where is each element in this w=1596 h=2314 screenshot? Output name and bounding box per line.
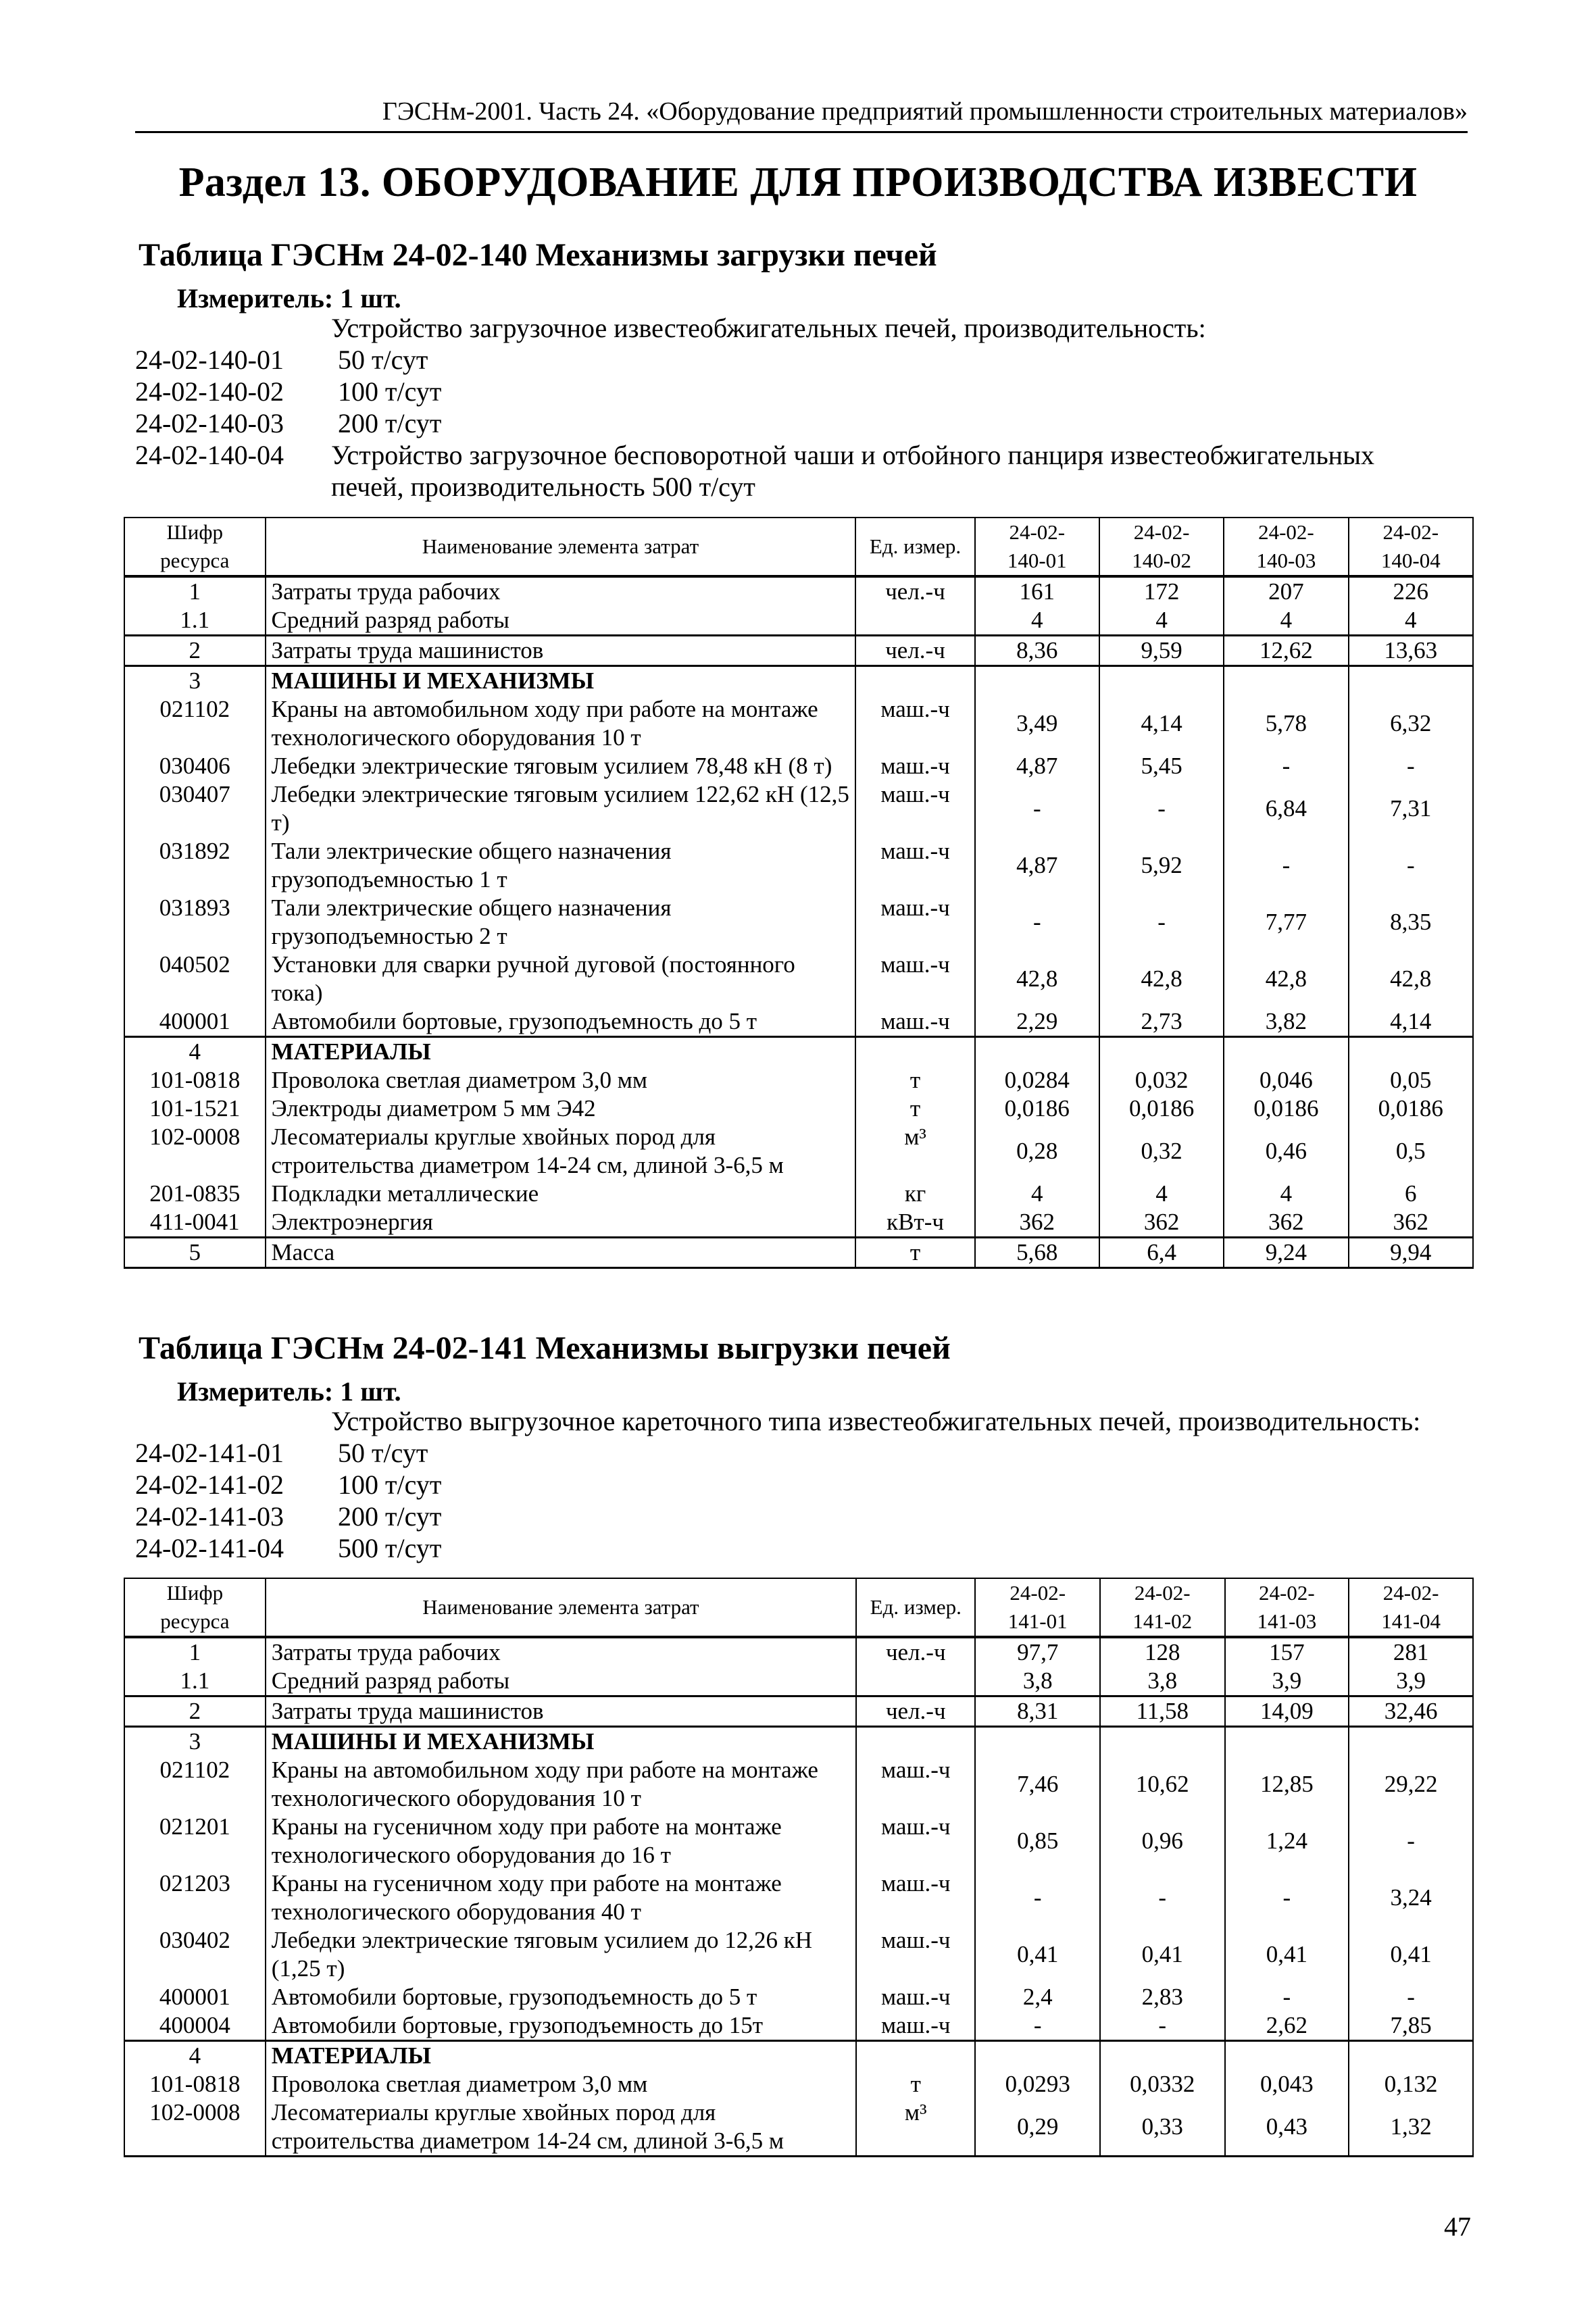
value-cell: - — [1349, 837, 1473, 894]
value-cell: 6,32 — [1349, 695, 1473, 752]
resource-code-cell: 201-0835 — [124, 1180, 266, 1208]
cost-element-name-cell: Лебедки электрические тяговым усилием 78,48 кН (8 т) — [266, 752, 856, 780]
cost-element-name-cell: Лебедки электрические тяговым усилием 122,62 кН (12,5 т) — [266, 780, 856, 837]
value-cell: 3,24 — [1349, 1869, 1473, 1926]
value-cell: 6 — [1349, 1180, 1473, 1208]
value-cell: 2,29 — [975, 1007, 1099, 1037]
value-cell — [1349, 1037, 1473, 1067]
table-row — [124, 1123, 1473, 1180]
resource-code-cell: 1 — [124, 1637, 266, 1667]
resource-code-cell: 101-1521 — [124, 1095, 266, 1123]
value-cell: 0,41 — [1225, 1926, 1349, 1983]
value-cell: - — [1099, 894, 1224, 951]
value-cell: 1,24 — [1225, 1813, 1349, 1869]
unit-cell: кВт-ч — [855, 1208, 974, 1238]
resource-code-cell: 030406 — [124, 752, 266, 780]
value-cell — [1100, 1727, 1225, 1757]
value-cell: 8,35 — [1349, 894, 1473, 951]
table-row — [124, 780, 1473, 837]
cost-element-name-cell: Затраты труда машинистов — [266, 636, 856, 666]
value-cell: 0,85 — [975, 1813, 1100, 1869]
value-cell: 3,9 — [1225, 1667, 1349, 1696]
table-row — [124, 1007, 1473, 1037]
col-header-code: Шифр ресурса — [124, 518, 266, 576]
value-cell: 4 — [1099, 606, 1224, 636]
unit-cell: т — [856, 2070, 975, 2098]
table-row — [124, 695, 1473, 752]
unit-cell — [856, 1667, 975, 1696]
resource-code-cell: 040502 — [124, 951, 266, 1007]
value-cell: 128 — [1100, 1637, 1225, 1667]
unit-cell: маш.-ч — [855, 695, 974, 752]
unit-cell — [855, 606, 974, 636]
value-cell: 4,87 — [975, 837, 1099, 894]
value-cell: 7,46 — [975, 1756, 1100, 1813]
resource-code-cell: 1.1 — [124, 606, 266, 636]
value-cell: 3,8 — [975, 1667, 1100, 1696]
group-heading-cell: МАШИНЫ И МЕХАНИЗМЫ — [266, 666, 856, 696]
value-cell: 0,0186 — [1349, 1095, 1473, 1123]
value-cell: 0,032 — [1099, 1066, 1224, 1095]
value-cell: 32,46 — [1349, 1696, 1473, 1727]
table-row — [124, 2070, 1473, 2098]
table-row — [124, 1637, 1473, 1667]
col-header-name: Наименование элемента затрат — [266, 1578, 856, 1637]
value-cell: 8,31 — [975, 1696, 1100, 1727]
resource-code-cell: 101-0818 — [124, 2070, 266, 2098]
resource-code-cell: 102-0008 — [124, 1123, 266, 1180]
col-header-c2: 24-02- 141-02 — [1100, 1578, 1225, 1637]
value-cell: 157 — [1225, 1637, 1349, 1667]
value-cell: 0,05 — [1349, 1066, 1473, 1095]
value-cell — [1099, 1037, 1224, 1067]
col-header-c3: 24-02- 141-03 — [1225, 1578, 1349, 1637]
page-number: 47 — [1444, 2211, 1471, 2242]
value-cell: 3,82 — [1224, 1007, 1348, 1037]
value-cell: 5,68 — [975, 1238, 1099, 1268]
value-cell: - — [1349, 1983, 1473, 2011]
resource-code-cell: 2 — [124, 1696, 266, 1727]
value-cell: 42,8 — [1349, 951, 1473, 1007]
intro-code: 24-02-140-01 — [135, 345, 284, 375]
intro-text: 100 т/сут — [338, 376, 442, 407]
unit-cell: маш.-ч — [856, 1869, 975, 1926]
table-row — [124, 837, 1473, 894]
value-cell: 5,78 — [1224, 695, 1348, 752]
cost-element-name-cell: Средний разряд работы — [266, 606, 856, 636]
value-cell: - — [975, 2011, 1100, 2041]
unit-cell: маш.-ч — [855, 752, 974, 780]
unit-cell: маш.-ч — [856, 1813, 975, 1869]
table-row — [124, 1926, 1473, 1983]
col-header-c1: 24-02- 140-01 — [975, 518, 1099, 576]
value-cell: 4 — [1099, 1180, 1224, 1208]
resource-code-cell: 2 — [124, 636, 266, 666]
unit-cell: маш.-ч — [855, 951, 974, 1007]
value-cell: 4,14 — [1099, 695, 1224, 752]
value-cell: - — [1100, 1869, 1225, 1926]
intro-text: 500 т/сут — [338, 1533, 442, 1563]
unit-cell: чел.-ч — [856, 1637, 975, 1667]
value-cell: 97,7 — [975, 1637, 1100, 1667]
unit-cell: чел.-ч — [855, 576, 974, 606]
intro-code: 24-02-140-04 — [135, 440, 284, 470]
cost-element-name-cell: Краны на автомобильном ходу при работе на монтаже технологического оборудования 10 т — [266, 695, 856, 752]
table-row — [124, 1983, 1473, 2011]
value-cell: 42,8 — [1099, 951, 1224, 1007]
norms-table-141 — [124, 1578, 1474, 2157]
table-row — [124, 1238, 1473, 1268]
resource-code-cell: 5 — [124, 1238, 266, 1268]
value-cell: 9,59 — [1099, 636, 1224, 666]
unit-cell: маш.-ч — [855, 894, 974, 951]
group-heading-cell: МАТЕРИАЛЫ — [266, 2041, 856, 2071]
value-cell: 0,0284 — [975, 1066, 1099, 1095]
value-cell: 7,85 — [1349, 2011, 1473, 2041]
intro-text: 200 т/сут — [338, 408, 442, 438]
value-cell: 4 — [1349, 606, 1473, 636]
value-cell: - — [1225, 1869, 1349, 1926]
value-cell: 2,4 — [975, 1983, 1100, 2011]
value-cell: 29,22 — [1349, 1756, 1473, 1813]
unit-cell: маш.-ч — [856, 1926, 975, 1983]
table-row — [124, 1869, 1473, 1926]
cost-element-name-cell: Тали электрические общего назначения грузоподъемностью 1 т — [266, 837, 856, 894]
resource-code-cell: 102-0008 — [124, 2098, 266, 2157]
cost-element-name-cell: Тали электрические общего назначения грузоподъемностью 2 т — [266, 894, 856, 951]
table-row — [124, 1066, 1473, 1095]
value-cell: - — [1349, 1813, 1473, 1869]
unit-cell: маш.-ч — [856, 1756, 975, 1813]
intro-text: 50 т/сут — [338, 345, 428, 375]
unit-cell: маш.-ч — [855, 780, 974, 837]
cost-element-name-cell: Автомобили бортовые, грузоподъемность до 5 т — [266, 1983, 856, 2011]
unit-cell — [856, 1727, 975, 1757]
intro-code: 24-02-141-04 — [135, 1533, 284, 1563]
value-cell: 0,0186 — [1224, 1095, 1348, 1123]
intro-description: Устройство выгрузочное кареточного типа известеобжигательных печей, производительность: — [331, 1406, 1421, 1436]
value-cell: 4,14 — [1349, 1007, 1473, 1037]
unit-cell: т — [855, 1095, 974, 1123]
value-cell: 0,33 — [1100, 2098, 1225, 2157]
value-cell: 226 — [1349, 576, 1473, 606]
value-cell: 161 — [975, 576, 1099, 606]
norms-table-140 — [124, 517, 1474, 1269]
table-row — [124, 636, 1473, 666]
intro-code: 24-02-140-03 — [135, 408, 284, 438]
value-cell: - — [1099, 780, 1224, 837]
value-cell — [1225, 2041, 1349, 2071]
cost-element-name-cell: Установки для сварки ручной дуговой (постоянного тока) — [266, 951, 856, 1007]
unit-cell: чел.-ч — [855, 636, 974, 666]
unit-cell: т — [855, 1066, 974, 1095]
table-row — [124, 1756, 1473, 1813]
value-cell: 362 — [1224, 1208, 1348, 1238]
intro-code: 24-02-140-02 — [135, 376, 284, 407]
value-cell: 0,0332 — [1100, 2070, 1225, 2098]
resource-code-cell: 400001 — [124, 1983, 266, 2011]
value-cell: 0,41 — [1100, 1926, 1225, 1983]
value-cell: 8,36 — [975, 636, 1099, 666]
cost-element-name-cell: Электроды диаметром 5 мм Э42 — [266, 1095, 856, 1123]
resource-code-cell: 031893 — [124, 894, 266, 951]
resource-code-cell: 031892 — [124, 837, 266, 894]
value-cell: 362 — [1099, 1208, 1224, 1238]
value-cell: 4,87 — [975, 752, 1099, 780]
cost-element-name-cell: Проволока светлая диаметром 3,0 мм — [266, 2070, 856, 2098]
intro-text: Устройство загрузочное бесповоротной чаши и отбойного панциря известеобжигательных — [331, 440, 1374, 470]
value-cell — [1100, 2041, 1225, 2071]
unit-cell: кг — [855, 1180, 974, 1208]
cost-element-name-cell: Средний разряд работы — [266, 1667, 856, 1696]
value-cell: - — [1100, 2011, 1225, 2041]
table-row — [124, 606, 1473, 636]
value-cell — [1349, 666, 1473, 696]
value-cell: 0,046 — [1224, 1066, 1348, 1095]
value-cell: - — [975, 780, 1099, 837]
group-heading-cell: МАТЕРИАЛЫ — [266, 1037, 856, 1067]
value-cell: 12,85 — [1225, 1756, 1349, 1813]
resource-code-cell: 3 — [124, 666, 266, 696]
value-cell: 0,46 — [1224, 1123, 1348, 1180]
value-cell — [975, 1037, 1099, 1067]
col-header-c2: 24-02- 140-02 — [1099, 518, 1224, 576]
resource-code-cell: 400004 — [124, 2011, 266, 2041]
table-row — [124, 2041, 1473, 2071]
table-row — [124, 1180, 1473, 1208]
cost-element-name-cell: Электроэнергия — [266, 1208, 856, 1238]
intro-140 — [135, 312, 1473, 503]
value-cell — [975, 666, 1099, 696]
running-header: ГЭСНм-2001. Часть 24. «Оборудование предприятий промышленности строительных материалов» — [135, 95, 1468, 133]
cost-element-name-cell: Автомобили бортовые, грузоподъемность до 15т — [266, 2011, 856, 2041]
table-row — [124, 576, 1473, 606]
intro-141 — [135, 1405, 1473, 1564]
group-heading-cell: МАШИНЫ И МЕХАНИЗМЫ — [266, 1727, 856, 1757]
value-cell: 7,31 — [1349, 780, 1473, 837]
col-header-unit: Ед. измер. — [856, 1578, 975, 1637]
cost-element-name-cell: Лебедки электрические тяговым усилием до 12,26 кН (1,25 т) — [266, 1926, 856, 1983]
value-cell: 4 — [1224, 1180, 1348, 1208]
value-cell: 42,8 — [1224, 951, 1348, 1007]
unit-cell — [855, 1037, 974, 1067]
value-cell: 0,32 — [1099, 1123, 1224, 1180]
cost-element-name-cell: Лесоматериалы круглые хвойных пород для строительства диаметром 14-24 см, длиной 3-6,5 м — [266, 1123, 856, 1180]
value-cell: 281 — [1349, 1637, 1473, 1667]
table-row — [124, 1813, 1473, 1869]
value-cell: 0,41 — [975, 1926, 1100, 1983]
value-cell: 0,0186 — [1099, 1095, 1224, 1123]
table-row — [124, 2098, 1473, 2157]
unit-cell — [855, 666, 974, 696]
value-cell: 9,94 — [1349, 1238, 1473, 1268]
cost-element-name-cell: Автомобили бортовые, грузоподъемность до 5 т — [266, 1007, 856, 1037]
col-header-name: Наименование элемента затрат — [266, 518, 856, 576]
intro-description: Устройство загрузочное известеобжигательных печей, производительность: — [331, 313, 1206, 343]
value-cell: 6,4 — [1099, 1238, 1224, 1268]
unit-cell: т — [855, 1238, 974, 1268]
value-cell: 4 — [1224, 606, 1348, 636]
value-cell: - — [1225, 1983, 1349, 2011]
resource-code-cell: 021102 — [124, 695, 266, 752]
resource-code-cell: 021203 — [124, 1869, 266, 1926]
value-cell: 0,043 — [1225, 2070, 1349, 2098]
value-cell: 4 — [975, 1180, 1099, 1208]
unit-label-140: Измеритель: 1 шт. — [177, 283, 401, 313]
intro-code: 24-02-141-03 — [135, 1501, 284, 1532]
value-cell — [975, 2041, 1100, 2071]
cost-element-name-cell: Затраты труда рабочих — [266, 1637, 856, 1667]
unit-cell: маш.-ч — [856, 1983, 975, 2011]
value-cell — [1349, 2041, 1473, 2071]
intro-code: 24-02-141-02 — [135, 1469, 284, 1500]
value-cell: 5,92 — [1099, 837, 1224, 894]
resource-code-cell: 400001 — [124, 1007, 266, 1037]
value-cell: - — [1224, 837, 1348, 894]
value-cell: 13,63 — [1349, 636, 1473, 666]
col-header-c4: 24-02- 140-04 — [1349, 518, 1473, 576]
value-cell: - — [975, 1869, 1100, 1926]
resource-code-cell: 030407 — [124, 780, 266, 837]
value-cell — [1224, 1037, 1348, 1067]
value-cell: 362 — [1349, 1208, 1473, 1238]
cost-element-name-cell: Масса — [266, 1238, 856, 1268]
value-cell: 10,62 — [1100, 1756, 1225, 1813]
value-cell — [1099, 666, 1224, 696]
table-row — [124, 894, 1473, 951]
unit-cell: маш.-ч — [855, 1007, 974, 1037]
value-cell: 1,32 — [1349, 2098, 1473, 2157]
cost-element-name-cell: Лесоматериалы круглые хвойных пород для строительства диаметром 14-24 см, длиной 3-6,5 м — [266, 2098, 856, 2157]
value-cell: 362 — [975, 1208, 1099, 1238]
resource-code-cell: 4 — [124, 2041, 266, 2071]
resource-code-cell: 021102 — [124, 1756, 266, 1813]
unit-cell: маш.-ч — [856, 2011, 975, 2041]
value-cell: - — [1224, 752, 1348, 780]
value-cell — [1349, 1727, 1473, 1757]
value-cell: 0,0186 — [975, 1095, 1099, 1123]
table-row — [124, 1095, 1473, 1123]
table-row — [124, 1667, 1473, 1696]
value-cell: 0,28 — [975, 1123, 1099, 1180]
value-cell: - — [1349, 752, 1473, 780]
resource-code-cell: 1.1 — [124, 1667, 266, 1696]
value-cell: 3,9 — [1349, 1667, 1473, 1696]
table-row — [124, 666, 1473, 696]
cost-element-name-cell: Подкладки металлические — [266, 1180, 856, 1208]
unit-cell: м³ — [855, 1123, 974, 1180]
value-cell: 14,09 — [1225, 1696, 1349, 1727]
intro-code: 24-02-141-01 — [135, 1438, 284, 1468]
table-row — [124, 752, 1473, 780]
intro-text: 200 т/сут — [338, 1501, 442, 1532]
table-row — [124, 2011, 1473, 2041]
value-cell: 0,43 — [1225, 2098, 1349, 2157]
unit-cell: чел.-ч — [856, 1696, 975, 1727]
value-cell: 12,62 — [1224, 636, 1348, 666]
resource-code-cell: 411-0041 — [124, 1208, 266, 1238]
value-cell: 2,83 — [1100, 1983, 1225, 2011]
resource-code-cell: 3 — [124, 1727, 266, 1757]
value-cell: 172 — [1099, 576, 1224, 606]
value-cell: - — [975, 894, 1099, 951]
cost-element-name-cell: Затраты труда машинистов — [266, 1696, 856, 1727]
intro-text: 100 т/сут — [338, 1469, 442, 1500]
value-cell: 9,24 — [1224, 1238, 1348, 1268]
cost-element-name-cell: Краны на гусеничном ходу при работе на монтаже технологического оборудования до 16 т — [266, 1813, 856, 1869]
value-cell: 0,41 — [1349, 1926, 1473, 1983]
col-header-code: Шифр ресурса — [124, 1578, 266, 1637]
value-cell: 0,0293 — [975, 2070, 1100, 2098]
col-header-c1: 24-02- 141-01 — [975, 1578, 1100, 1637]
unit-cell — [856, 2041, 975, 2071]
value-cell: 207 — [1224, 576, 1348, 606]
value-cell: 0,29 — [975, 2098, 1100, 2157]
value-cell: 0,96 — [1100, 1813, 1225, 1869]
table-row — [124, 1727, 1473, 1757]
table-row — [124, 1696, 1473, 1727]
table-row — [124, 951, 1473, 1007]
value-cell: 3,49 — [975, 695, 1099, 752]
resource-code-cell: 030402 — [124, 1926, 266, 1983]
value-cell: 4 — [975, 606, 1099, 636]
resource-code-cell: 101-0818 — [124, 1066, 266, 1095]
value-cell: 7,77 — [1224, 894, 1348, 951]
unit-cell: м³ — [856, 2098, 975, 2157]
unit-label-141: Измеритель: 1 шт. — [177, 1376, 401, 1407]
unit-cell: маш.-ч — [855, 837, 974, 894]
table-title-140: Таблица ГЭСНм 24-02-140 Механизмы загрузки печей — [139, 237, 937, 273]
value-cell: 5,45 — [1099, 752, 1224, 780]
value-cell: 2,73 — [1099, 1007, 1224, 1037]
table-row — [124, 1037, 1473, 1067]
value-cell: 0,5 — [1349, 1123, 1473, 1180]
value-cell: 2,62 — [1225, 2011, 1349, 2041]
col-header-c4: 24-02- 141-04 — [1349, 1578, 1473, 1637]
table-title-141: Таблица ГЭСНм 24-02-141 Механизмы выгрузки печей — [139, 1330, 951, 1366]
cost-element-name-cell: Затраты труда рабочих — [266, 576, 856, 606]
resource-code-cell: 4 — [124, 1037, 266, 1067]
cost-element-name-cell: Краны на гусеничном ходу при работе на монтаже технологического оборудования 40 т — [266, 1869, 856, 1926]
intro-text: 50 т/сут — [338, 1438, 428, 1468]
col-header-unit: Ед. измер. — [855, 518, 974, 576]
table-row — [124, 1208, 1473, 1238]
value-cell: 0,132 — [1349, 2070, 1473, 2098]
cost-element-name-cell: Проволока светлая диаметром 3,0 мм — [266, 1066, 856, 1095]
resource-code-cell: 1 — [124, 576, 266, 606]
resource-code-cell: 021201 — [124, 1813, 266, 1869]
value-cell — [975, 1727, 1100, 1757]
value-cell: 3,8 — [1100, 1667, 1225, 1696]
value-cell — [1224, 666, 1348, 696]
col-header-c3: 24-02- 140-03 — [1224, 518, 1348, 576]
value-cell: 42,8 — [975, 951, 1099, 1007]
intro-text: печей, производительность 500 т/сут — [331, 472, 755, 502]
value-cell — [1225, 1727, 1349, 1757]
cost-element-name-cell: Краны на автомобильном ходу при работе на монтаже технологического оборудования 10 т — [266, 1756, 856, 1813]
value-cell: 6,84 — [1224, 780, 1348, 837]
section-title: Раздел 13. ОБОРУДОВАНИЕ ДЛЯ ПРОИЗВОДСТВА ИЗВЕСТИ — [178, 159, 1418, 205]
value-cell: 11,58 — [1100, 1696, 1225, 1727]
